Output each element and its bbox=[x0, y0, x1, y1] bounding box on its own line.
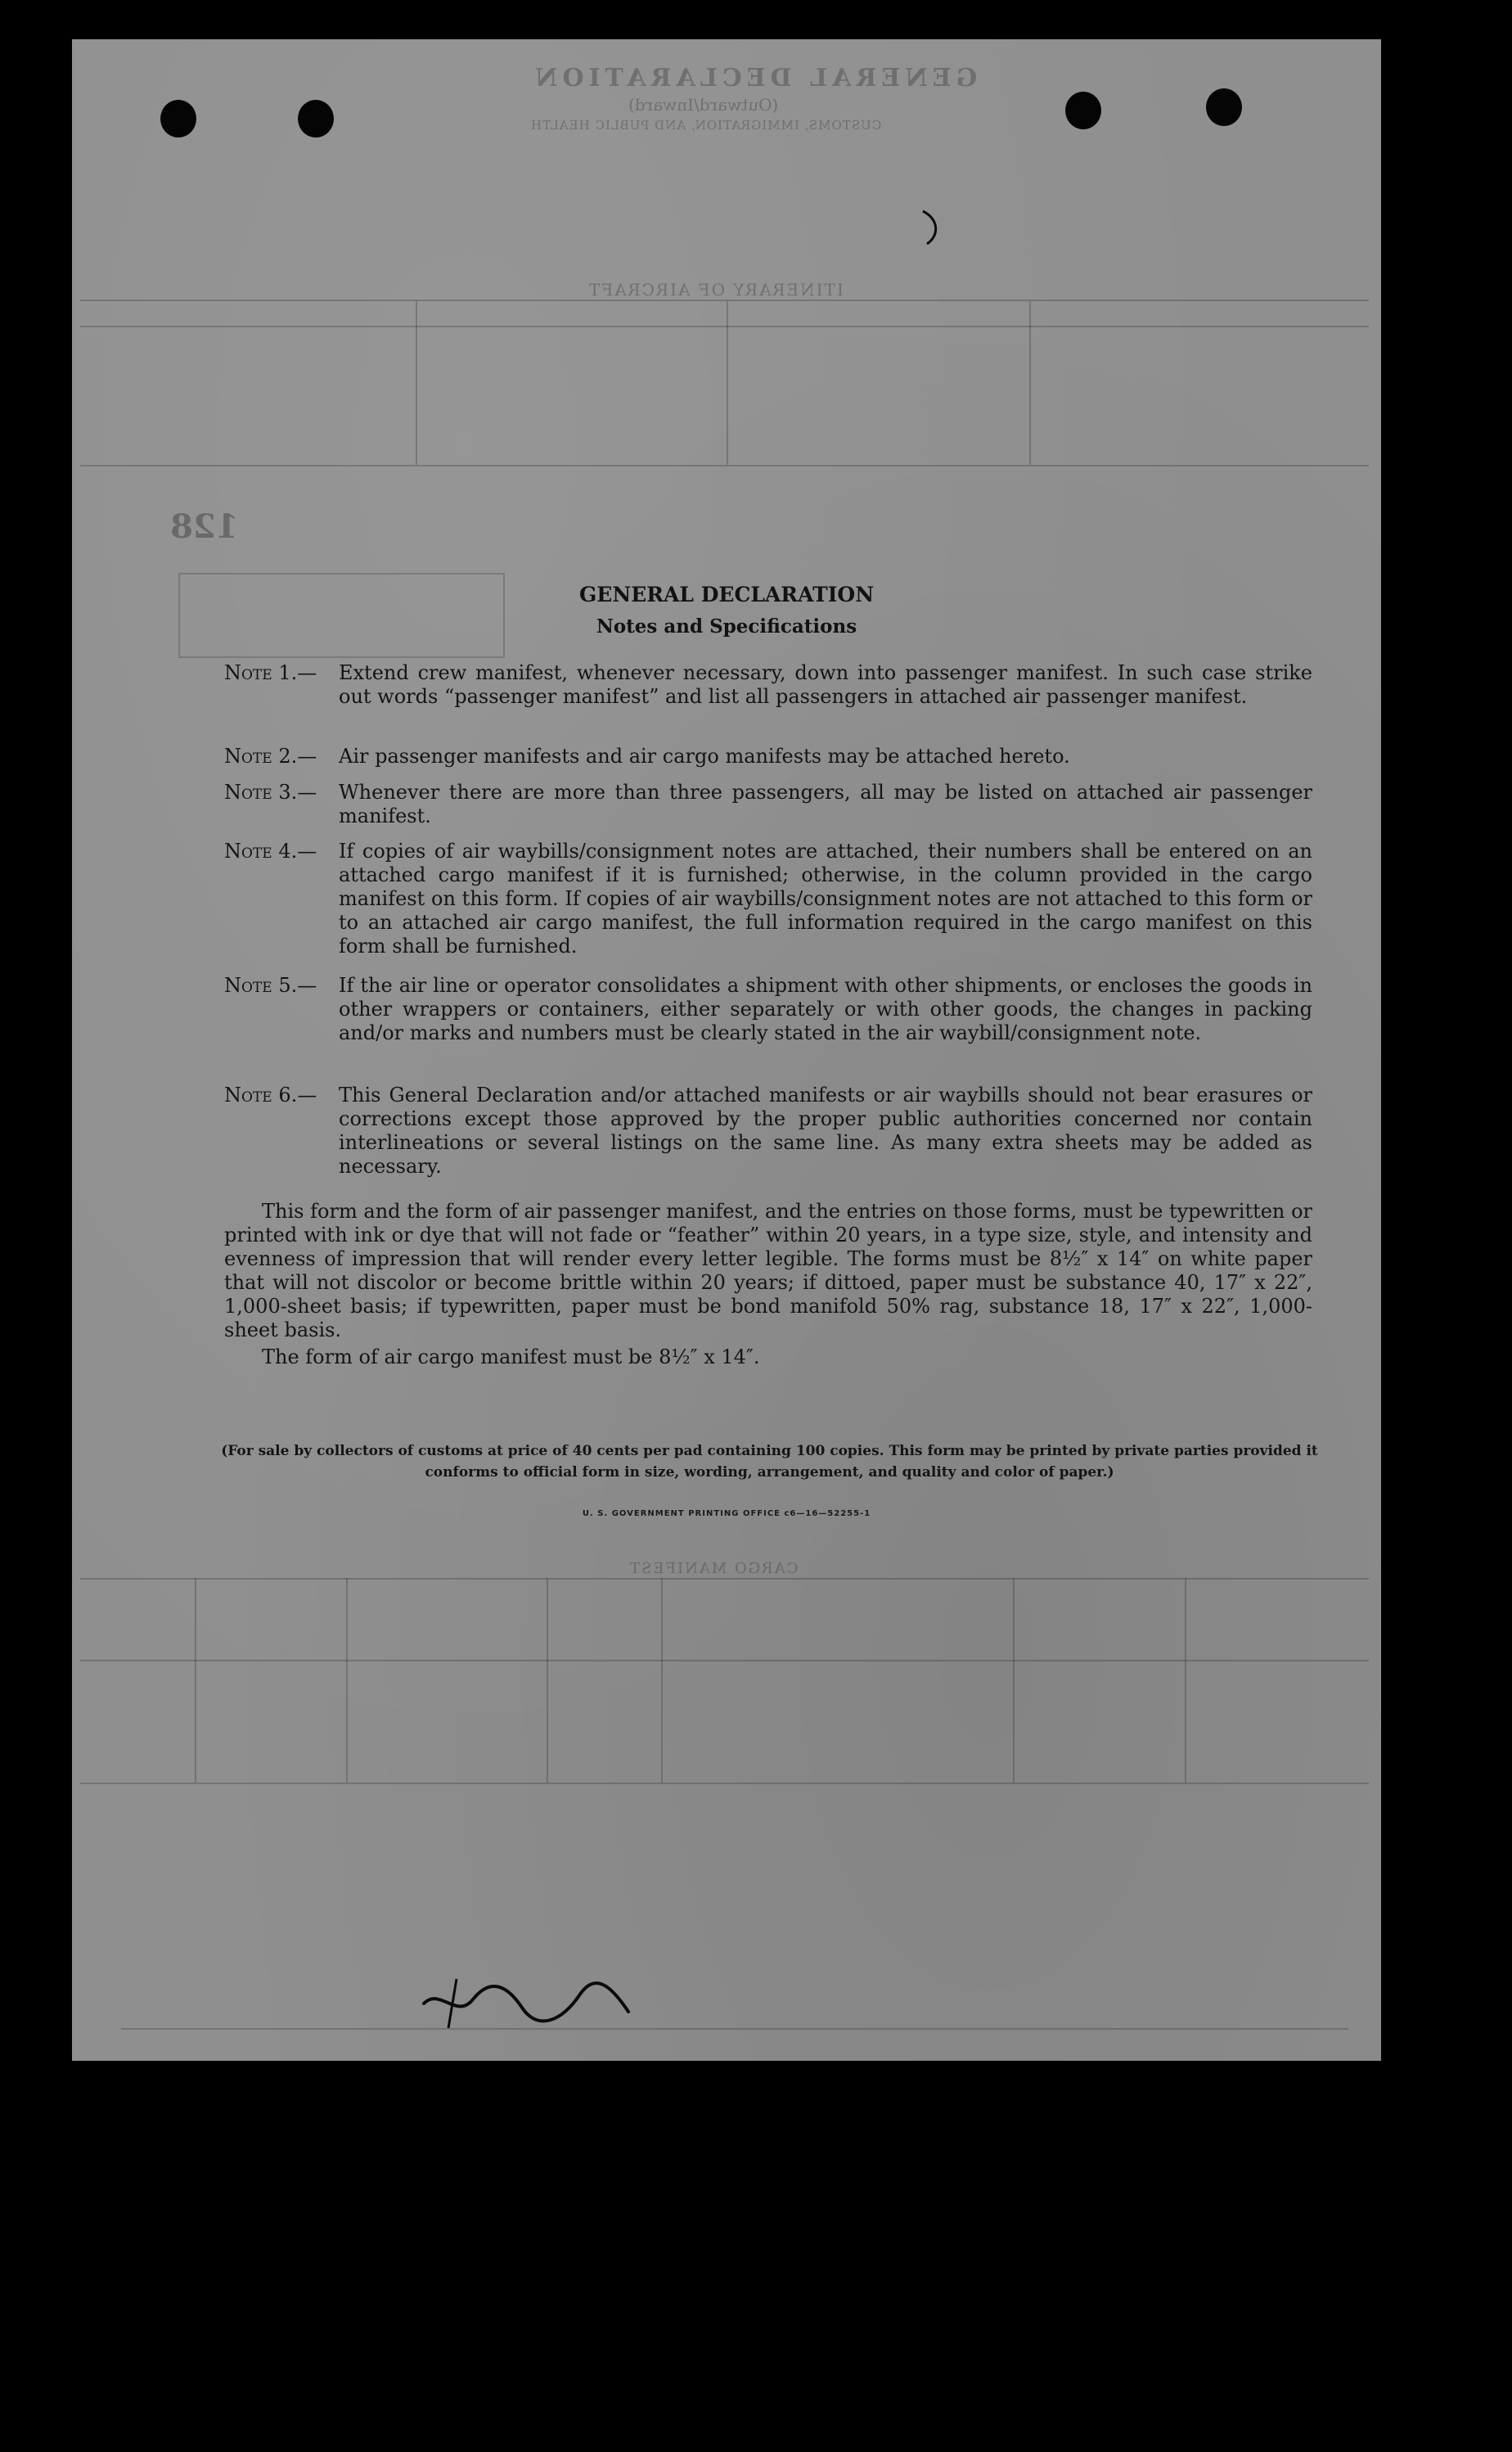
note-2-label: Note 2.— bbox=[224, 745, 317, 768]
reverse-side-agency: CUSTOMS, IMMIGRATION, AND PUBLIC HEALTH bbox=[530, 118, 882, 133]
punch-hole-right-2 bbox=[1206, 88, 1242, 126]
reverse-side-cargo-manifest: CARGO MANIFEST bbox=[628, 1560, 799, 1577]
document-sheet bbox=[72, 39, 1381, 2061]
reverse-col-9 bbox=[1185, 1578, 1186, 1783]
reverse-rule-4 bbox=[80, 1578, 1369, 1580]
note-3-label: Note 3.— bbox=[224, 781, 317, 804]
reverse-rule-6 bbox=[80, 1783, 1369, 1784]
note-4-text: If copies of air waybills/consignment notes are attached, their numbers shall be entered on an attached cargo manifest if it is furnished; otherwise, in the column provided in the cargo manifest on this form. If copies of air waybills/consignment notes are not attached to this form or to an attached air cargo manifest, the full information required in the cargo manifest on this form shall be furnished. bbox=[339, 840, 1312, 958]
note-1-text: Extend crew manifest, whenever necessary, down into passenger manifest. In such case strike out words “passenger manifest” and list all passengers in attached air passenger manifest. bbox=[339, 661, 1312, 708]
reverse-rule-1 bbox=[80, 300, 1369, 301]
note-5 bbox=[224, 974, 1312, 1072]
reverse-rule-5 bbox=[80, 1660, 1369, 1661]
reverse-rule-3 bbox=[80, 465, 1369, 467]
form-subheading: Notes and Specifications bbox=[596, 615, 857, 638]
note-3 bbox=[224, 781, 1312, 830]
punch-hole-left-2 bbox=[298, 100, 334, 137]
specification-paragraph: This form and the form of air passenger manifest, and the entries on those forms, must be typewritten or printed with ink or dye that will not fade or “feather” within 20 years, in a type size, style, and intensity and evenness of impression that will render every letter legible. The forms must be 8½″ x 14″ on white paper that will not discolor or become brittle within 20 years; if dittoed, paper must be substance 40, 17″ x 22″, 1,000-sheet basis; if typewritten, paper must be bond manifold 50% rag, substance 18, 17″ x 22″, 1,000-sheet basis. bbox=[224, 1200, 1312, 1341]
note-5-text: If the air line or operator consolidates a shipment with other shipments, or encloses the goods in other wrappers or containers, either separately or with other goods, the changes in packing and/or marks and numbers must be clearly stated in the air waybill/consignment note. bbox=[339, 974, 1312, 1044]
reverse-rule-7 bbox=[121, 2028, 1348, 2030]
note-3-text: Whenever there are more than three passengers, all may be listed on attached air passenger manifest. bbox=[339, 781, 1312, 827]
reverse-rule-2 bbox=[80, 326, 1369, 327]
punch-hole-left-1 bbox=[160, 100, 196, 137]
reverse-side-itinerary: ITINERARY OF AIRCRAFT bbox=[587, 280, 844, 300]
reverse-side-subtitle: (Outward/Inward) bbox=[628, 95, 779, 115]
note-4-label: Note 4.— bbox=[224, 840, 317, 863]
note-5-label: Note 5.— bbox=[224, 974, 317, 997]
reverse-col-2 bbox=[727, 301, 728, 465]
form-heading: GENERAL DECLARATION bbox=[578, 583, 875, 606]
note-6 bbox=[224, 1084, 1312, 1182]
reverse-col-5 bbox=[346, 1578, 348, 1783]
note-4 bbox=[224, 840, 1312, 962]
check-mark bbox=[907, 203, 972, 252]
reverse-side-title: GENERAL DECLARATION bbox=[530, 64, 978, 92]
reverse-col-8 bbox=[1013, 1578, 1015, 1783]
note-6-text: This General Declaration and/or attached manifests or air waybills should not bear erasures or corrections except those approved by the proper public authorities concerned nor contain interlineations or several listings on the same line. As many extra sheets may be added as necessary. bbox=[339, 1084, 1312, 1178]
note-2 bbox=[224, 745, 1312, 769]
reverse-col-7 bbox=[661, 1578, 663, 1783]
sale-notice: (For sale by collectors of customs at price of 40 cents per pad containing 100 copies. This form may be printed by private parties provided it conforms to official form in size, wording, arrangement, and quality and color of paper.) bbox=[221, 1443, 1318, 1481]
reverse-col-3 bbox=[1029, 301, 1031, 465]
reverse-side-number: 128 bbox=[170, 507, 239, 546]
signature-mark bbox=[399, 1971, 645, 2036]
reverse-col-1 bbox=[416, 301, 417, 465]
cargo-manifest-size: The form of air cargo manifest must be 8½″ x 14″. bbox=[262, 1345, 760, 1368]
punch-hole-right-1 bbox=[1065, 92, 1101, 129]
note-2-text: Air passenger manifests and air cargo manifests may be attached hereto. bbox=[339, 745, 1070, 768]
note-1 bbox=[224, 661, 1312, 735]
reverse-col-6 bbox=[547, 1578, 548, 1783]
reverse-col-4 bbox=[195, 1578, 196, 1783]
note-1-label: Note 1.— bbox=[224, 661, 317, 684]
note-6-label: Note 6.— bbox=[224, 1084, 317, 1107]
printing-office-imprint: U. S. GOVERNMENT PRINTING OFFICE c6—16—52255-1 bbox=[582, 1509, 871, 1518]
